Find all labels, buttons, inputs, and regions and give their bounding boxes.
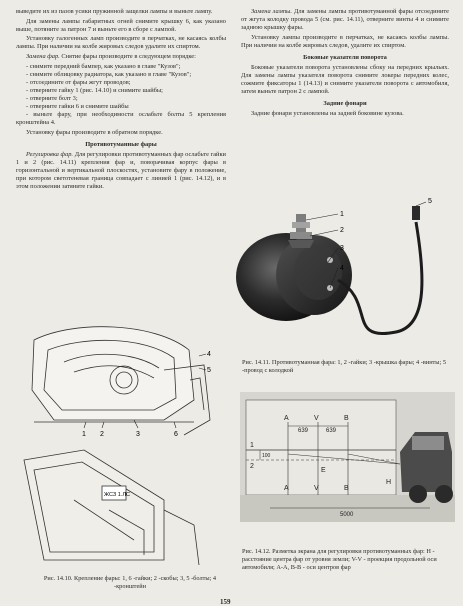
screen-marking-diagram xyxy=(240,392,455,522)
label-line-1: 1 xyxy=(250,442,254,449)
figure-fog-lamp xyxy=(226,192,456,357)
list-item: - выньте фару, при необходимости ослабьте болты 5 крепления кронштейна 4. xyxy=(16,111,226,127)
adjustment-lead: Регулировка фар. xyxy=(26,150,74,158)
label-v-bottom: V xyxy=(314,485,319,492)
figure-14-11-caption: Рис. 14.11. Противотуманная фара: 1, 2 -гайки; 3 -крышка фары; 4 -винты; 5 -провод с колодкой xyxy=(242,359,447,374)
callout-2: 2 xyxy=(340,227,344,234)
part-marking: ЖСЗ 1.ЛС xyxy=(104,492,130,498)
page-number: 159 xyxy=(220,598,231,606)
figure-14-10-caption: Рис. 14.10. Крепление фары: 1, 6 -гайки; 2 -скобы; 3, 5 -болты; 4 -кронштейн xyxy=(43,575,217,590)
section-heading-fog-lights: Противотуманные фары xyxy=(85,140,157,148)
left-column xyxy=(16,8,226,192)
list-item: - отверните гайки 6 и снимите шайбы xyxy=(26,103,129,111)
label-b-bottom: B xyxy=(344,485,349,492)
label-a-top: A xyxy=(284,415,289,422)
label-b-top: B xyxy=(344,415,349,422)
figure-headlight-mount xyxy=(14,310,222,572)
right-column xyxy=(241,8,449,119)
dim-639-right: 639 xyxy=(326,428,337,434)
label-h: H xyxy=(386,479,392,486)
label-line-2: 2 xyxy=(250,463,254,470)
callout-1: 1 xyxy=(340,211,344,218)
callout-4: 4 xyxy=(207,351,211,358)
left-paragraph-6 xyxy=(16,151,226,191)
left-paragraph-1: выведите их из пазов усики пружинной защелки лампы и выньте лампу. xyxy=(16,8,213,15)
callout-3: 3 xyxy=(340,245,344,252)
figure-screen-marking xyxy=(240,392,455,522)
label-a-bottom: A xyxy=(284,485,289,492)
callout-4: 4 xyxy=(340,265,344,272)
dim-639-left: 639 xyxy=(298,428,309,434)
right-paragraph-4: Задние фонари установлены на задней боковине кузова. xyxy=(251,109,404,117)
right-paragraph-3: Боковые указатели поворота установлены сбоку на передних крыльях. Для замены лампы указателя поворота снимите локеры передних колес, сожмите фиксаторы 1 (14.13) и снимите указатели поворота с автомобиля, затем выньте патрон 2 с лампой. xyxy=(241,63,449,95)
callout-6: 6 xyxy=(174,431,178,438)
section-heading-turn-signals: Боковые указатели поворота xyxy=(303,53,387,61)
callout-1: 1 xyxy=(82,431,86,438)
left-paragraph-4 xyxy=(16,53,226,61)
removal-steps-list xyxy=(16,63,226,128)
headlight-mount-drawing xyxy=(14,310,222,572)
fog-lamp-illustration xyxy=(226,192,456,357)
list-item: - снимите облицовку радиатора, как указано в главе "Кузов"; xyxy=(26,70,192,78)
list-item: - отверните гайку 1 (рис. 14.10) и снимите шайбы; xyxy=(26,86,163,94)
callout-3: 3 xyxy=(136,431,140,438)
headlight-replacement-lead: Замена фар. xyxy=(26,52,60,60)
list-item: - снимите передний бампер, как указано в главе "Кузов"; xyxy=(26,62,181,70)
list-item: - отверните болт 3; xyxy=(26,94,78,102)
lamp-replacement-text: Для замены лампы противотуманной фары отсоедините от жгута колодку провода 5 (см. рис. 14.11), отверните винты 4 и снимите заднюю крышку фары. xyxy=(241,8,450,32)
callout-2: 2 xyxy=(100,431,104,438)
callout-5: 5 xyxy=(207,367,211,374)
lamp-replacement-lead: Замена лампы. xyxy=(251,8,292,15)
figure-14-12-caption: Рис. 14.12. Разметка экрана для регулировки противотуманных фар: Н - расстояние центра фар от уровня земли; V-V - проекция продольной оси автомобиля; А-А, В-В - оси центров фар xyxy=(242,548,437,571)
adjustment-text: Для регулировки противотуманных фар ослабьте гайки 1 и 2 (рис. 14.11) крепления фар и, поворачивая корпус фары в горизонтальной и вертикальной плоскостях, установите фару в положение, при котором светотеневая граница совпадает с линией 1 (рис. 14.12), и в этом положении затяните гайки. xyxy=(16,150,226,190)
right-paragraph-1 xyxy=(241,8,449,32)
label-v-top: V xyxy=(314,415,319,422)
right-paragraph-2: Установку лампы производите в перчатках, не касаясь колбы лампы. При наличии на колбе жировых следов, удалите их спиртом. xyxy=(241,33,449,49)
headlight-replacement-text: Снятие фары производите в следующем порядке: xyxy=(59,52,196,60)
callout-5: 5 xyxy=(428,198,432,205)
label-e: E xyxy=(321,467,326,474)
left-paragraph-3: Установку галогенных ламп производите в перчатках, не касаясь колбы лампы. При наличии на колбе жировых следов удалите их спиртом. xyxy=(16,35,226,51)
left-paragraph-2: Для замены лампы габаритных огней снимите крышку 6, как указано выше, потяните за патрон 7 и выньте его в сборе с лампой. xyxy=(16,17,226,33)
list-item: - отсоедините от фары жгут проводов; xyxy=(26,78,131,86)
dim-100: 100 xyxy=(262,453,271,459)
left-paragraph-5: Установку фары производите в обратном порядке. xyxy=(26,128,163,136)
section-heading-rear-lights: Задние фонари xyxy=(323,99,367,107)
dim-5000: 5000 xyxy=(340,512,354,518)
